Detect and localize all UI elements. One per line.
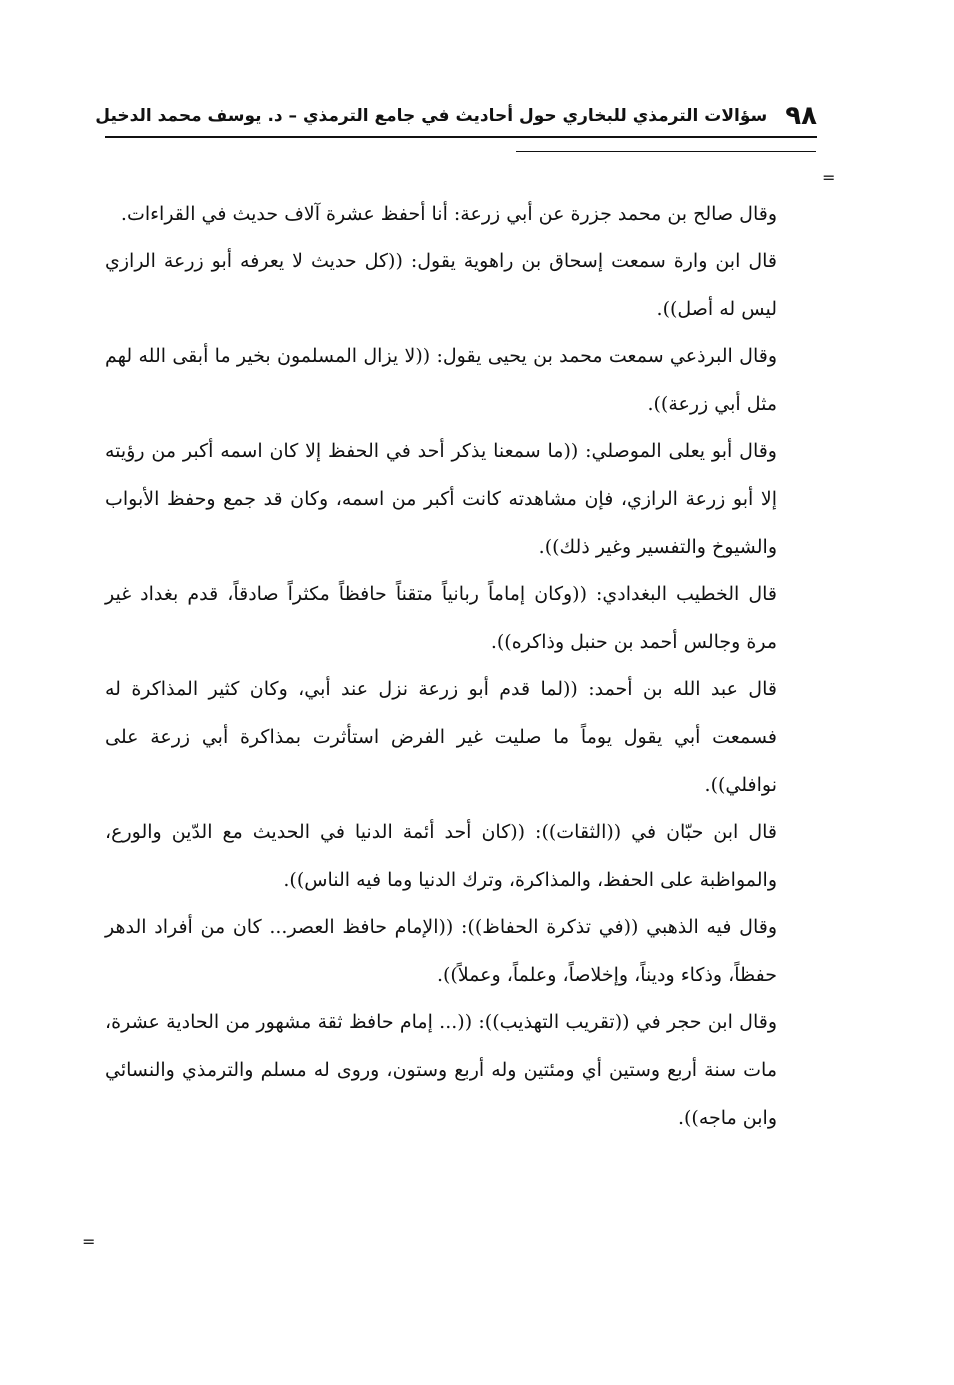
paragraph: قال ابن حبّان في ((الثقات)): ((كان أحد أئمة الدنيا في الحديث مع الدّين والورع، والمواظبة على الحفظ، والمذاكرة، وترك الدنيا وما فيه الناس)).	[105, 821, 777, 891]
paragraph: وقال البرذعي سمعت محمد بن يحيى يقول: ((لا يزال المسلمون بخير ما أبقى الله لهم مثل أبي زرعة)).	[105, 345, 777, 415]
page-header	[95, 96, 817, 138]
page-body	[105, 190, 777, 1141]
paragraph: وقال ابن حجر في ((تقريب التهذيب)): ((... إمام حافظ ثقة مشهور من الحادية عشرة، مات سنة أربع وستين أي ومئتين وله أربع وستون، وروى له مسلم والترمذي والنسائي وابن ماجه)).	[105, 1011, 777, 1129]
paragraph: وقال أبو يعلى الموصلي: ((ما سمعنا يذكر أحد في الحفظ إلا كان اسمه أكبر من رؤيته إلا أبو زرعة الرازي، فإن مشاهدته كانت أكبر من اسمه، وكان قد جمع وحفظ الأبواب والشيوخ والتفسير وغير ذلك)).	[105, 440, 777, 558]
page-number: ٩٨	[785, 101, 817, 131]
margin-mark-bottom: =	[82, 1232, 96, 1251]
paragraph: قال عبد الله بن أحمد: ((لما قدم أبو زرعة نزل عند أبي، وكان كثير المذاكرة له فسمعت أبي يقول يوماً ما صليت غير الفرض استأثرت بمذاكرة أبي زرعة على نوافلي)).	[105, 678, 777, 796]
header-rule	[516, 151, 816, 152]
paragraph: قال ابن وارة سمعت إسحاق بن راهوية يقول: ((كل حديث لا يعرفه أبو زرعة الرازي ليس له أصل)).	[105, 250, 777, 320]
running-title: سؤالات الترمذي للبخاري حول أحاديث في جامع الترمذي – د. يوسف محمد الدخيل	[95, 106, 768, 126]
paragraph: قال الخطيب البغدادي: ((وكان إماماً ربانياً متقناً حافظاً مكثراً صادقاً، قدم بغداد غير مرة وجالس أحمد بن حنبل وذاكره)).	[105, 583, 777, 653]
paragraph: وقال فيه الذهبي ((في تذكرة الحفاظ)): ((الإمام حافظ العصر... كان من أفراد الدهر حفظاً، وذكاء وديناً، وإخلاصاً، وعلماً، وعملاً)).	[105, 916, 777, 986]
margin-mark-top: =	[822, 168, 836, 187]
paragraph: وقال صالح بن محمد جزرة عن أبي زرعة: أنا أحفظ عشرة آلاف حديث في القراءات.	[120, 203, 777, 225]
